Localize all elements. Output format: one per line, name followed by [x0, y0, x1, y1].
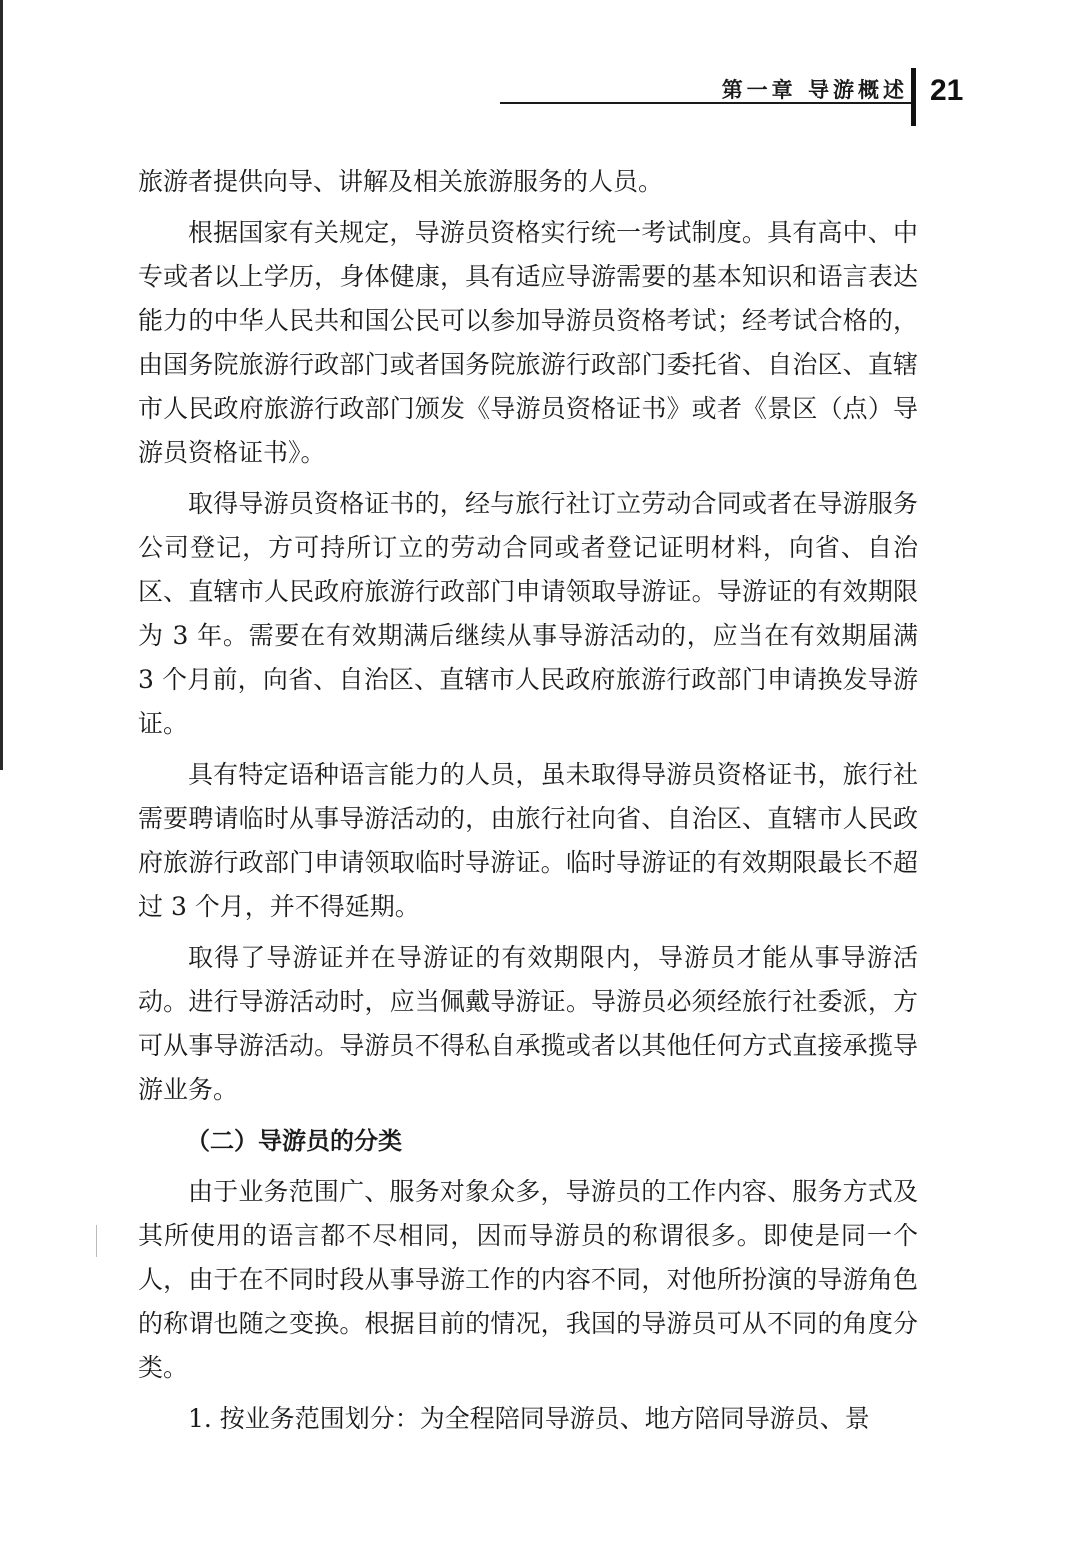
- paragraph-continuation: 旅游者提供向导、讲解及相关旅游服务的人员。: [138, 167, 664, 196]
- paragraph-guide-license: 取得导游员资格证书的，经与旅行社订立劳动合同或者在导游服务公司登记，方可持所订立的劳动合同或者登记证明材料，向省、自治区、直辖市人民政府旅游行政部门申请领取导游证。导游证的有效期限为 3 年。需要在有效期满后继续从事导游活动的，应当在有效期届满 3 个月前，向省、自治区、直辖市人民政府旅游行政部门申请换发导游证。: [138, 489, 918, 738]
- paragraph-qualification-exam: 根据国家有关规定，导游员资格实行统一考试制度。具有高中、中专或者以上学历，身体健康，具有适应导游需要的基本知识和语言表达能力的中华人民共和国公民可以参加导游员资格考试；经考试合格的，由国务院旅游行政部门或者国务院旅游行政部门委托省、自治区、直辖市人民政府旅游行政部门颁发《导游员资格证书》或者《景区（点）导游员资格证书》。: [138, 218, 918, 467]
- scan-edge-shadow: [0, 0, 3, 770]
- chapter-title: 第一章 导游概述: [721, 78, 908, 102]
- paragraph-guide-activities: 取得了导游证并在导游证的有效期限内，导游员才能从事导游活动。进行导游活动时，应当佩戴导游证。导游员必须经旅行社委派，方可从事导游活动。导游员不得私自承揽或者以其他任何方式直接承揽导游业务。: [138, 943, 918, 1104]
- header-divider-bar: [911, 68, 916, 126]
- paragraph-temporary-license: 具有特定语种语言能力的人员，虽未取得导游员资格证书，旅行社需要聘请临时从事导游活动的，由旅行社向省、自治区、直辖市人民政府旅游行政部门申请领取临时导游证。临时导游证的有效期限最长不超过 3 个月，并不得延期。: [138, 760, 918, 921]
- list-item-by-scope: 1. 按业务范围划分：为全程陪同导游员、地方陪同导游员、景: [188, 1404, 870, 1433]
- body-text: [138, 160, 918, 1448]
- page-number: 21: [930, 74, 964, 107]
- section-heading: （二）导游员的分类: [186, 1127, 402, 1155]
- scan-mark: [96, 1225, 97, 1257]
- paragraph-guide-classification: 由于业务范围广、服务对象众多，导游员的工作内容、服务方式及其所使用的语言都不尽相同，因而导游员的称谓很多。即使是同一个人，由于在不同时段从事导游工作的内容不同，对他所扮演的导游角色的称谓也随之变换。根据目前的情况，我国的导游员可从不同的角度分类。: [138, 1177, 918, 1382]
- running-header: [500, 68, 970, 128]
